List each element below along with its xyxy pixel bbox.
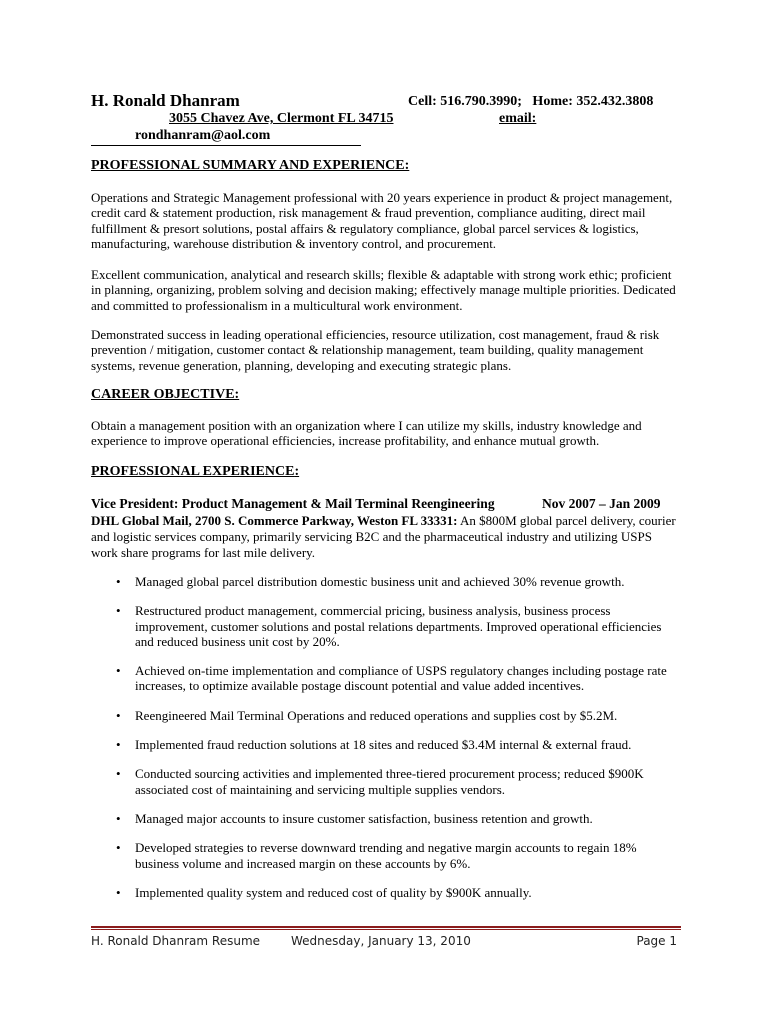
bullet-icon: • (116, 810, 121, 826)
list-item-text: Developed strategies to reverse downward trending and negative margin accounts to regain 18% business volume and increased margin on these accounts by 6%. (135, 840, 637, 871)
list-item (91, 840, 681, 871)
job-title: Vice President: Product Management & Mail Terminal Reengineering (91, 496, 495, 511)
candidate-name: H. Ronald Dhanram (91, 91, 240, 110)
list-item (91, 885, 681, 900)
bullet-icon: • (116, 766, 121, 782)
email-underline (91, 128, 361, 146)
bullet-icon: • (116, 663, 121, 679)
list-item (91, 766, 681, 797)
objective-text: Obtain a management position with an organization where I can utilize my skills, industry knowledge and experience to improve operational efficiencies, increase profitability, and enhance mutual growth. (91, 418, 642, 449)
job-company-description (91, 513, 681, 561)
footer-divider (91, 926, 681, 930)
bullet-icon: • (116, 574, 121, 589)
achievement-list (91, 574, 681, 914)
list-item-text: Reengineered Mail Terminal Operations and reduced operations and supplies cost by $5.2M. (135, 707, 618, 723)
summary-heading: PROFESSIONAL SUMMARY AND EXPERIENCE: (91, 158, 410, 173)
list-item-text: Implemented quality system and reduced cost of quality by $900K annually. (135, 884, 532, 900)
experience-heading-colon: : (294, 464, 300, 479)
list-item (91, 708, 681, 723)
list-item (91, 663, 681, 694)
list-item (91, 811, 681, 826)
company-description: An $800M global parcel delivery, courier and logistic services company, primarily servicing B2C and the pharmaceutical industry and utilizing USPS work share programs for last mile delivery. (91, 513, 676, 560)
footer-page-number: Page 1 (636, 934, 677, 948)
footer-document-name: H. Ronald Dhanram Resume (91, 934, 261, 948)
list-item-text: Managed major accounts to insure customer satisfaction, business retention and growth. (135, 810, 593, 826)
list-item-text: Restructured product management, commercial pricing, business analysis, business process improvement, customer solutions and postal relations departments. Improved operational efficiencies and reduced business unit cost by 20%. (135, 603, 662, 649)
list-item (91, 737, 681, 752)
list-item-text: Achieved on-time implementation and compliance of USPS regulatory changes including postage rate increases, to optimize available postage discount potential and value added incentives. (135, 663, 667, 694)
job-dates: Nov 2007 – Jan 2009 (542, 496, 661, 511)
address-line (91, 111, 651, 129)
company-name: DHL Global Mail, 2700 S. Commerce Parkway, Weston FL 33331: (91, 513, 458, 528)
bullet-icon: • (116, 737, 121, 753)
footer-date: Wednesday, January 13, 2010 (291, 934, 471, 948)
street-address: 3055 Chavez Ave, Clermont FL 34715 (169, 111, 394, 126)
list-item-text: Conducted sourcing activities and implemented three-tiered procurement process; reduced $900K associated cost of maintaining and servicing multiple supplies vendors. (135, 766, 644, 797)
list-item (91, 574, 681, 589)
email-label: email: (499, 111, 537, 126)
email-line (91, 128, 361, 151)
bullet-icon: • (116, 603, 121, 619)
email-address[interactable]: rondhanram@aol.com (135, 128, 271, 143)
summary-paragraph-3: Demonstrated success in leading operational efficiencies, resource utilization, cost management, fraud & risk prevention / mitigation, customer contact & relationship management, team building, quality management systems, revenue generation, planning, developing and executing strategic plans. (91, 327, 660, 373)
list-item-text: Implemented fraud reduction solutions at 18 sites and reduced $3.4M internal & external fraud. (135, 737, 632, 753)
list-item-text: Managed global parcel distribution domestic business unit and achieved 30% revenue growth. (135, 574, 625, 589)
objective-heading: CAREER OBJECTIVE: (91, 387, 240, 402)
experience-heading (91, 464, 299, 480)
bullet-icon: • (116, 840, 121, 856)
list-item (91, 603, 681, 649)
experience-heading-text: PROFESSIONAL EXPERIENCE (91, 464, 295, 479)
bullet-icon: • (116, 707, 121, 723)
phone-numbers: Cell: 516.790.3990; Home: 352.432.3808 (408, 94, 654, 109)
summary-paragraph-1: Operations and Strategic Management professional with 20 years experience in product & project management, credit card & statement production, risk management & fraud prevention, compliance auditing, direct mail fulfillment & presort solutions, postal affairs & regulatory compliance, global parcel services & logistics, manufacturing, warehouse distribution & inventory control, and procurement. (91, 190, 673, 252)
bullet-icon: • (116, 884, 121, 900)
summary-paragraph-2: Excellent communication, analytical and research skills; flexible & adaptable with strong work ethic; proficient in planning, organizing, problem solving and decision making; effectively manage multiple priorities. Dedicated and committed to professionalism in a multicultural work environment. (91, 267, 676, 313)
job-title-line (91, 496, 681, 512)
